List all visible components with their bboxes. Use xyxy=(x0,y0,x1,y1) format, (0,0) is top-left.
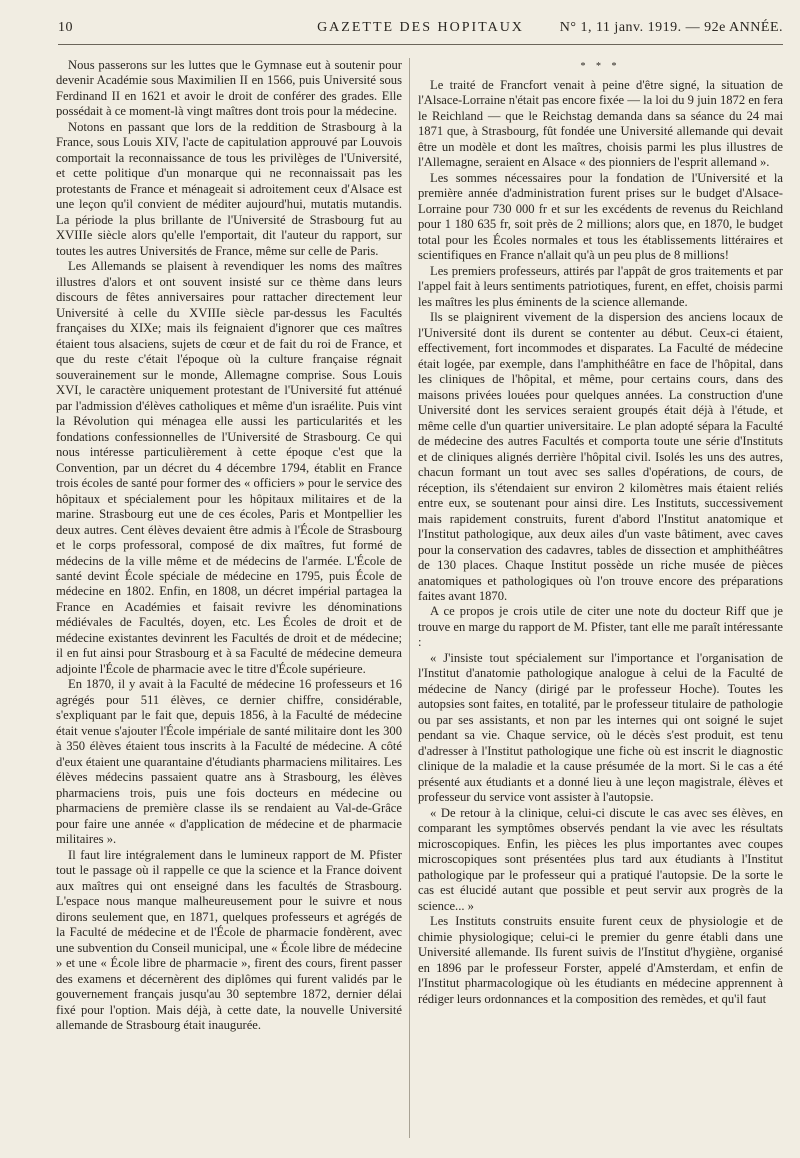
right-column xyxy=(418,58,783,1148)
journal-title: GAZETTE DES HOPITAUX xyxy=(317,20,524,35)
header-rule xyxy=(58,44,783,45)
paragraph: « De retour à la clinique, celui-ci discute le cas avec ses élèves, en comparant les symptômes observés pendant la vie avec les résultats microscopiques. Enfin, les pièces les plus importantes avec coupes microscopiques sont présentées plus tard aux étudiants à l'Institut pathologique par le professeur qui a pratiqué l'autopsie. De la sorte le cas est élucidé autant que possible et peut servir aux progrès de la science... » xyxy=(418,805,783,913)
left-column xyxy=(56,58,402,1148)
paragraph: Ils se plaignirent vivement de la dispersion des anciens locaux de l'Université dont ils durent se contenter au début. Ceux-ci étaient, effectivement, fort incommodes et disparates. La Faculté de médecine était logée, par exemple, dans l'amphithéâtre en face de l'hôpital, dans les cliniques de l'hôpital, et même, pour certains cours, dans des maisons privées louées pour quelques années. La construction d'une Université dont les services seraient groupés était déjà à l'étude, et même celle d'un quartier universitaire. Le plan adopté sépara la Faculté de médecine des autres Facultés et comporta toute une série d'Instituts et de cliniques alignés derrière l'hôpital civil. Isolés les uns des autres, chacun formant un tout avec ses salles d'opérations, de cours, de réception, ils s'étendaient sur environ 2 kilomètres mais étaient reliés entre eux, se soutenant pour ainsi dire. Les Instituts, successivement mais rapidement construits, furent d'abord l'Institut anatomique et l'Institut pathologique, aux deux ailes d'un vaste bâtiment, avec caves pour la conservation des cadavres, tables de dissection et amphithéâtres de 130 places. Chaque Institut possède un riche musée de pièces anatomiques et pathologiques où l'on trouve encore des préparations faites avant 1870. xyxy=(418,310,783,603)
paragraph: Les premiers professeurs, attirés par l'appât de gros traitements et par l'appel fait à leurs sentiments patriotiques, furent, en effet, choisis parmi les maîtres les plus éminents de la science allemande. xyxy=(418,263,783,309)
paragraph: Les Instituts construits ensuite furent ceux de physiologie et de chimie physiologique; celui-ci le premier du genre établi dans une Université allemande. Ils furent suivis de l'Institut d'hygiène, organisé en 1896 par le professeur Forster, appelé d'Amsterdam, et enfin de l'Institut pharmacologique où les étudiants en médecine apprennent à rédiger leurs ordonnances et la composition des remèdes, et qu'il faut xyxy=(418,914,783,1006)
paragraph: A ce propos je crois utile de citer une note du docteur Riff que je trouve en marge du rapport de M. Pfister, tant elle me paraît intéressante : xyxy=(418,604,783,650)
paragraph: Le traité de Francfort venait à peine d'être signé, la situation de l'Alsace-Lorraine n'était pas encore fixée — la loi du 9 juin 1872 en fera le Reichland — que le Reichstag demanda dans sa séance du 24 mai 1871 que, à Strasbourg, fût fondée une Université allemande qui devait être un modèle et dont les maîtres, choisis parmi les plus illustres de l'Allemagne, seraient en Alsace « des pionniers de l'esprit allemand ». xyxy=(418,78,783,170)
paragraph: Les sommes nécessaires pour la fondation de l'Université et la première année d'administration furent prises sur le budget d'Alsace-Lorraine pour 730 000 fr et sur les excédents de revenus du Reichland pour 1 180 635 fr, soit près de 2 millions; alors que, en 1870, le budget total pour les Écoles normales et tous les établissements littéraires et scientifiques en France n'allait qu'à un peu plus de 8 millions! xyxy=(418,170,783,263)
paragraph: Il faut lire intégralement dans le lumineux rapport de M. Pfister tout le passage où il rappelle ce que la science et la France doivent aux maîtres qui ont enseigné dans les facultés de Strasbourg. L'espace nous manque malheureusement pour le suivre et nous dirons seulement que, en 1871, quelques professeurs et agrégés de la Faculté de médecine et de l'École de pharmacie fondèrent, avec une subvention du Conseil municipal, une « École libre de médecine » et une « École libre de pharmacie », firent des cours, firent passer des examens et décernèrent des diplômes qui furent validés par le gouvernement français jusqu'au 30 septembre 1872, dernier délai fixé pour l'option. Mais déjà, à cette date, la nouvelle Université allemande de Strasbourg était inaugurée. xyxy=(56,847,402,1033)
paragraph: Nous passerons sur les luttes que le Gymnase eut à soutenir pour devenir Académie sous Maximilien II en 1566, puis Université sous Ferdinand II en 1621 et avoir le droit de conférer des grades. Elle possédait à ce moment-là vingt maîtres dont trois pour la médecine. xyxy=(56,58,402,119)
page-number: 10 xyxy=(58,20,73,35)
paragraph: Notons en passant que lors de la reddition de Strasbourg à la France, sous Louis XIV, l'acte de capitulation approuvé par Louvois comportait la reconnaissance de tous les privilèges de l'Université, et cette politique d'un monarque qui ne reconnaissait pas les protestants de France et ménageait si adroitement ceux d'Alsace est une leçon qu'il convient de méditer aujourd'hui, mutatis mutandis. La période la plus brillante de l'Université de Strasbourg fut au XVIIIe siècle alors qu'elle l'emportait, dit l'auteur du rapport, sur toutes les autres Universités de France, même sur celle de Paris. xyxy=(56,119,402,258)
section-stars: * * * xyxy=(580,61,621,72)
paragraph: Les Allemands se plaisent à revendiquer les noms des maîtres illustres d'alors et ont souvent insisté sur ce thème dans leurs discours de fêtes anniversaires pour rattacher directement leur Université à celle du XVIIIe siècle par-dessus les Facultés françaises du XIXe; mais ils feignaient d'ignorer que ces maîtres étaient tous alsaciens, sujets de cœur et de fait du roi de France, et que du reste c'était l'époque où la culture française régnait souverainement sur le monde, Allemagne comprise. Sous Louis XVI, le caractère uniquement protestant de l'Université fut atténué par l'admission d'élèves catholiques et même d'un israélite. Puis vint la Révolution qui ménagea elle aussi les particularités et les fondations confessionnelles de l'Université de Strasbourg. Ce qui nous intéresse particulièrement à cette époque c'est que la Convention, par un décret du 4 décembre 1794, établit en France trois écoles de santé pour former des « officiers » pour le service des hôpitaux et spécialement pour les hôpitaux militaires et de la marine. Strasbourg eut une de ces écoles, Paris et Montpellier les deux autres. Cent élèves devaient être admis à l'École de Strasbourg et le corps professoral, composé de dix maîtres, fut formé de médecins de la ville même et de médecins de l'armée. L'École de santé devint École spéciale de médecine en 1795, puis École de médecine en 1802. Enfin, en 1808, un décret impérial partagea la France en Académies et faisait revivre les dénominations médiévales de Facultés, doyen, etc. Les Écoles de droit et de médecine existantes devinrent les Facultés de droit et de médecine; il en fut ainsi pour Strasbourg et à sa Faculté de médecine demeura adjointe l'École de pharmacie avec le titre d'École supérieure. xyxy=(56,259,402,676)
issue-info: N° 1, 11 janv. 1919. — 92e ANNÉE. xyxy=(559,20,783,35)
paragraph: En 1870, il y avait à la Faculté de médecine 16 professeurs et 16 agrégés pour 511 élèves, ce dernier chiffre, considérable, s'expliquant par le fait que, depuis 1856, à la Faculté de médecine était venue s'ajouter l'École impériale de santé militaire dont les 300 à 350 élèves étaient tous inscrits à la Faculté de médecine. A côté d'eux étaient une quarantaine d'étudiants pharmaciens militaires. Les élèves médecins passaient quatre ans à Strasbourg, les élèves pharmaciens trois, puis une fois docteurs en médecine ou pharmaciens de première classe ils se rendaient au Val-de-Grâce pour faire une année « d'application de médecine et de pharmacie militaires ». xyxy=(56,677,402,847)
paragraph: « J'insiste tout spécialement sur l'importance et l'organisation de l'Institut d'anatomie pathologique analogue à celui de la Faculté de médecine de Nancy (dirigé par le professeur Hoche). Toutes les autopsies sont faites, en totalité, par le professeur titulaire de pathologie ou par ses assistants, et non par les internes qui ont soigné le sujet pendant sa vie. Chaque service, où le décès s'est produit, est tenu d'adresser à l'Institut pathologique une fiche où est inscrit le diagnostic clinique de la maladie et la cause présumée de la mort. Si le cas a été présenté aux étudiants et a donné lieu à une leçon magistrale, élèves et professeur du service vont assister à l'autopsie. xyxy=(418,650,783,805)
page-header xyxy=(58,20,783,42)
column-divider xyxy=(409,58,410,1138)
